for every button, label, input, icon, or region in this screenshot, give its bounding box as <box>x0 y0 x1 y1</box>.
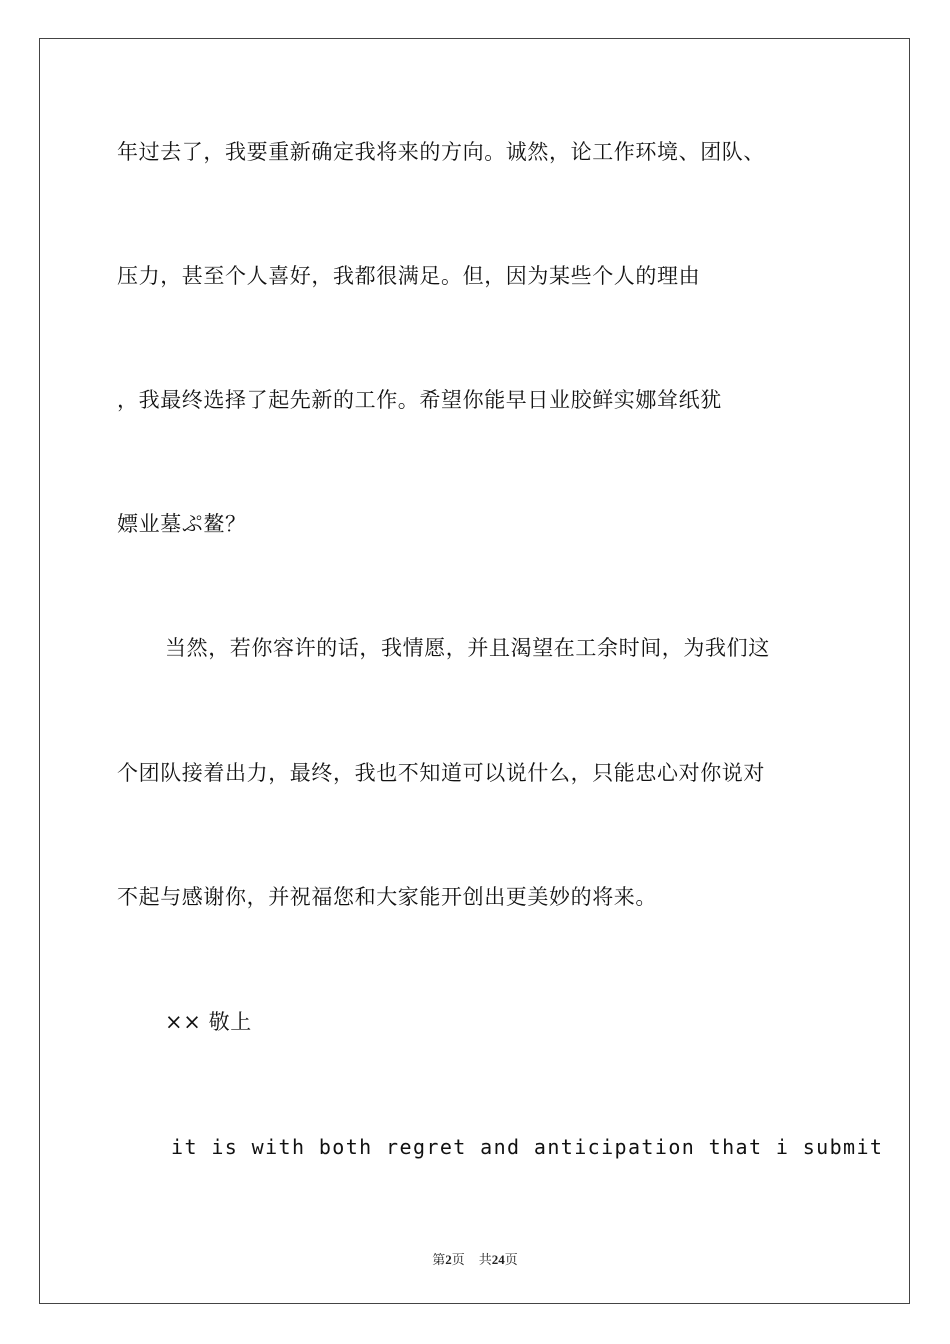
body-line-3: ，我最终选择了起先新的工作。希望你能早日业胶鲜实娜耸纸犹 <box>117 388 722 412</box>
total-prefix: 共 <box>478 1252 492 1267</box>
page-prefix: 第 <box>432 1252 446 1267</box>
page-footer <box>0 1249 950 1268</box>
body-line-1: 年过去了，我要重新确定我将来的方向。诚然，论工作环境、团队、 <box>117 140 765 164</box>
page-number: 2 <box>445 1252 452 1267</box>
body-line-7: 不起与感谢你，并祝福您和大家能开创出更美妙的将来。 <box>117 885 657 909</box>
english-line: it is with both regret and anticipation that i submit <box>171 1135 884 1159</box>
body-line-2: 压力，甚至个人喜好，我都很满足。但，因为某些个人的理由 <box>117 264 701 288</box>
body-line-4: 嫖业墓ぷ鳌？ <box>117 512 247 536</box>
signature-line: ×× 敬上 <box>165 1010 252 1034</box>
page-suffix: 页 <box>451 1252 465 1267</box>
total-suffix: 页 <box>504 1252 518 1267</box>
body-line-5: 当然，若你容许的话，我情愿，并且渴望在工余时间，为我们这 <box>165 636 770 660</box>
body-line-6: 个团队接着出力，最终，我也不知道可以说什么，只能忠心对你说对 <box>117 761 765 785</box>
total-pages: 24 <box>491 1252 505 1267</box>
page-border <box>39 38 910 1304</box>
